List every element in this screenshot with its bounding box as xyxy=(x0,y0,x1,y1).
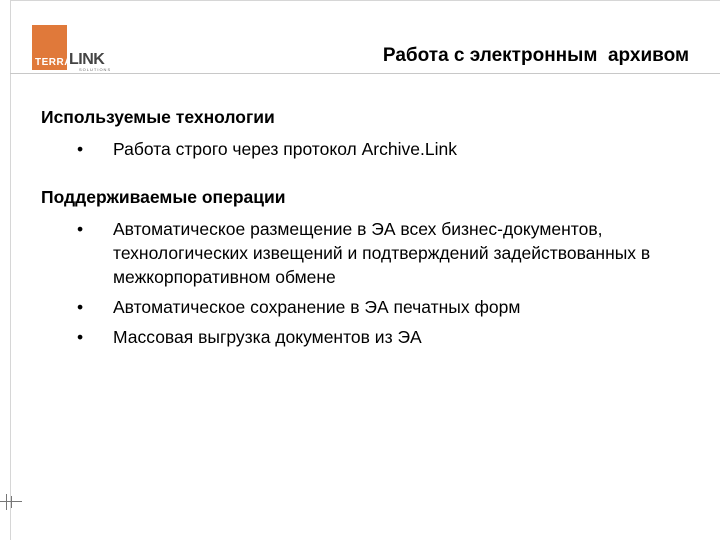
logo-tagline: SOLUTIONS xyxy=(79,67,112,72)
header-divider xyxy=(10,73,720,74)
slide-title: Работа с электронным архивом xyxy=(382,45,689,66)
logo-text-terra: TERRA xyxy=(35,57,72,68)
list-item xyxy=(77,137,701,161)
terralink-logo xyxy=(32,25,112,73)
list-item xyxy=(77,217,701,289)
bullet-icon: • xyxy=(77,297,84,317)
technologies-list xyxy=(77,137,701,161)
section-heading-technologies: Используемые технологии xyxy=(41,107,275,127)
bullet-icon: • xyxy=(77,139,84,159)
slide-frame-top xyxy=(10,0,720,1)
list-item-text: Массовая выгрузка документов из ЭА xyxy=(113,327,422,347)
bullet-icon: • xyxy=(77,327,84,347)
slide-content xyxy=(41,105,701,355)
list-item xyxy=(77,295,701,319)
list-item-text: Работа строго через протокол Archive.Link xyxy=(113,139,457,159)
corner-crop-mark-icon xyxy=(0,494,22,510)
list-item-text: Автоматическое размещение в ЭА всех бизнес-документов, технологических извещений и подтверждений задействованных в межкорпоративном обмене xyxy=(113,219,651,287)
operations-list xyxy=(77,217,701,349)
slide-frame-left xyxy=(10,0,11,540)
list-item xyxy=(77,325,701,349)
logo-text-link: LINK xyxy=(69,51,105,68)
bullet-icon: • xyxy=(77,219,84,239)
section-heading-operations: Поддерживаемые операции xyxy=(41,187,286,207)
list-item-text: Автоматическое сохранение в ЭА печатных форм xyxy=(113,297,521,317)
